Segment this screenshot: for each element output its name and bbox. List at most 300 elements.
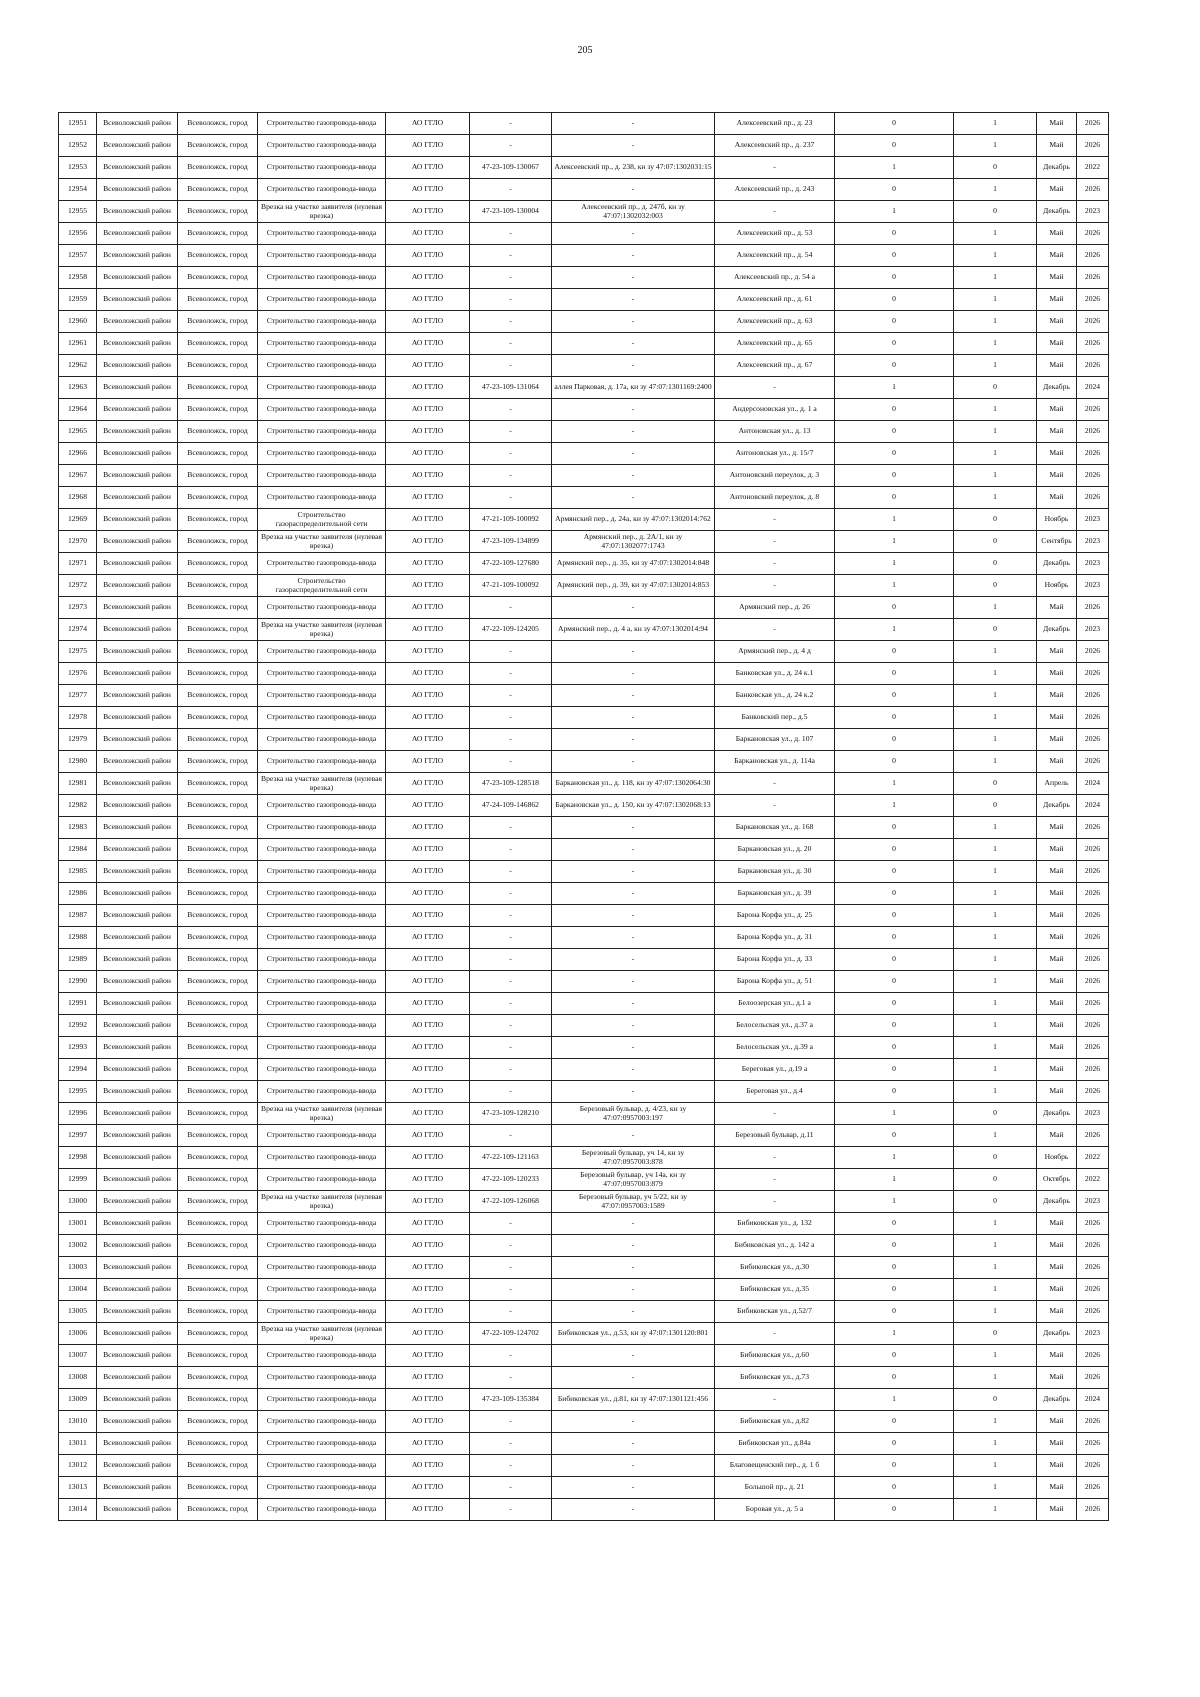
year-cell: 2024	[1077, 377, 1109, 399]
row-number: 12954	[59, 179, 97, 201]
month-cell: Май	[1037, 839, 1077, 861]
year-cell: 2023	[1077, 201, 1109, 223]
month-cell: Май	[1037, 751, 1077, 773]
year-cell: 2026	[1077, 993, 1109, 1015]
flag-b-cell: 1	[954, 289, 1037, 311]
cadastral-address-cell: Березовый бульвар, д. 4/23, кн зу 47:07:0957003:197	[552, 1103, 715, 1125]
table-row	[59, 1213, 1109, 1235]
district-cell: Всеволожский район	[97, 1015, 178, 1037]
flag-b-cell: 0	[954, 795, 1037, 817]
flag-a-cell: 0	[835, 597, 954, 619]
table-row	[59, 1433, 1109, 1455]
district-cell: Всеволожский район	[97, 465, 178, 487]
application-number-cell: -	[470, 663, 552, 685]
settlement-cell: Всеволожск, город	[178, 355, 258, 377]
table-row	[59, 729, 1109, 751]
row-number: 12963	[59, 377, 97, 399]
district-cell: Всеволожский район	[97, 553, 178, 575]
cadastral-address-cell: -	[552, 707, 715, 729]
flag-a-cell: 0	[835, 729, 954, 751]
address-cell: Благовещенский пер., д. 1 б	[715, 1455, 835, 1477]
year-cell: 2026	[1077, 817, 1109, 839]
organization-cell: АО ГГЛО	[386, 1125, 470, 1147]
row-number: 12964	[59, 399, 97, 421]
settlement-cell: Всеволожск, город	[178, 245, 258, 267]
row-number: 13000	[59, 1191, 97, 1213]
cadastral-address-cell: -	[552, 883, 715, 905]
address-cell: -	[715, 619, 835, 641]
flag-b-cell: 1	[954, 223, 1037, 245]
settlement-cell: Всеволожск, город	[178, 399, 258, 421]
month-cell: Май	[1037, 245, 1077, 267]
work-type-cell: Строительство газопровода-ввода	[258, 245, 386, 267]
organization-cell: АО ГГЛО	[386, 355, 470, 377]
cadastral-address-cell: Березовый бульвар, уч 14, кн зу 47:07:0957003:878	[552, 1147, 715, 1169]
address-cell: -	[715, 1169, 835, 1191]
year-cell: 2026	[1077, 355, 1109, 377]
address-cell: Антоновский переулок, д. 3	[715, 465, 835, 487]
row-number: 12990	[59, 971, 97, 993]
work-type-cell: Врезка на участке заявителя (нулевая врезка)	[258, 1191, 386, 1213]
settlement-cell: Всеволожск, город	[178, 575, 258, 597]
application-number-cell: -	[470, 465, 552, 487]
year-cell: 2026	[1077, 245, 1109, 267]
settlement-cell: Всеволожск, город	[178, 839, 258, 861]
row-number: 12974	[59, 619, 97, 641]
address-cell: Алексеевский пр., д. 65	[715, 333, 835, 355]
organization-cell: АО ГГЛО	[386, 1477, 470, 1499]
settlement-cell: Всеволожск, город	[178, 641, 258, 663]
organization-cell: АО ГГЛО	[386, 641, 470, 663]
organization-cell: АО ГГЛО	[386, 113, 470, 135]
month-cell: Май	[1037, 641, 1077, 663]
settlement-cell: Всеволожск, город	[178, 1169, 258, 1191]
flag-a-cell: 0	[835, 333, 954, 355]
table-row	[59, 443, 1109, 465]
flag-a-cell: 0	[835, 223, 954, 245]
district-cell: Всеволожский район	[97, 179, 178, 201]
settlement-cell: Всеволожск, город	[178, 663, 258, 685]
application-number-cell: -	[470, 267, 552, 289]
address-cell: Алексеевский пр., д. 63	[715, 311, 835, 333]
table-row	[59, 399, 1109, 421]
flag-b-cell: 1	[954, 421, 1037, 443]
address-cell: Береговая ул., д.19 а	[715, 1059, 835, 1081]
settlement-cell: Всеволожск, город	[178, 971, 258, 993]
address-cell: Бибиковская ул., д. 132	[715, 1213, 835, 1235]
cadastral-address-cell: -	[552, 1301, 715, 1323]
district-cell: Всеволожский район	[97, 1477, 178, 1499]
work-type-cell: Строительство газопровода-ввода	[258, 311, 386, 333]
district-cell: Всеволожский район	[97, 927, 178, 949]
address-cell: -	[715, 201, 835, 223]
table-row	[59, 245, 1109, 267]
application-number-cell: -	[470, 861, 552, 883]
settlement-cell: Всеволожск, город	[178, 421, 258, 443]
month-cell: Май	[1037, 1411, 1077, 1433]
application-number-cell: -	[470, 1477, 552, 1499]
year-cell: 2026	[1077, 135, 1109, 157]
row-number: 12960	[59, 311, 97, 333]
flag-a-cell: 0	[835, 311, 954, 333]
flag-a-cell: 0	[835, 421, 954, 443]
address-cell: Белоозерская ул., д.1 а	[715, 993, 835, 1015]
month-cell: Декабрь	[1037, 157, 1077, 179]
flag-b-cell: 1	[954, 597, 1037, 619]
district-cell: Всеволожский район	[97, 1433, 178, 1455]
work-type-cell: Строительство газопровода-ввода	[258, 1169, 386, 1191]
cadastral-address-cell: Армянский пер., д. 39, кн зу 47:07:1302014:853	[552, 575, 715, 597]
year-cell: 2026	[1077, 1499, 1109, 1521]
cadastral-address-cell: -	[552, 245, 715, 267]
flag-b-cell: 1	[954, 113, 1037, 135]
table-row	[59, 1191, 1109, 1213]
month-cell: Май	[1037, 1125, 1077, 1147]
settlement-cell: Всеволожск, город	[178, 1213, 258, 1235]
cadastral-address-cell: -	[552, 861, 715, 883]
cadastral-address-cell: -	[552, 421, 715, 443]
month-cell: Май	[1037, 1301, 1077, 1323]
flag-b-cell: 1	[954, 1455, 1037, 1477]
organization-cell: АО ГГЛО	[386, 267, 470, 289]
flag-a-cell: 1	[835, 553, 954, 575]
month-cell: Май	[1037, 1345, 1077, 1367]
page-number: 205	[577, 45, 593, 56]
application-number-cell: -	[470, 1213, 552, 1235]
settlement-cell: Всеволожск, город	[178, 729, 258, 751]
year-cell: 2024	[1077, 773, 1109, 795]
work-type-cell: Строительство газопровода-ввода	[258, 553, 386, 575]
work-type-cell: Строительство газопровода-ввода	[258, 1389, 386, 1411]
application-number-cell: -	[470, 707, 552, 729]
settlement-cell: Всеволожск, город	[178, 707, 258, 729]
district-cell: Всеволожский район	[97, 1103, 178, 1125]
row-number: 12980	[59, 751, 97, 773]
organization-cell: АО ГГЛО	[386, 993, 470, 1015]
month-cell: Май	[1037, 883, 1077, 905]
district-cell: Всеволожский район	[97, 1081, 178, 1103]
flag-b-cell: 0	[954, 1389, 1037, 1411]
work-type-cell: Строительство газопровода-ввода	[258, 1081, 386, 1103]
flag-a-cell: 0	[835, 663, 954, 685]
row-number: 13008	[59, 1367, 97, 1389]
month-cell: Ноябрь	[1037, 509, 1077, 531]
row-number: 12972	[59, 575, 97, 597]
application-number-cell: -	[470, 971, 552, 993]
organization-cell: АО ГГЛО	[386, 1257, 470, 1279]
cadastral-address-cell: -	[552, 355, 715, 377]
organization-cell: АО ГГЛО	[386, 1147, 470, 1169]
address-cell: -	[715, 1147, 835, 1169]
organization-cell: АО ГГЛО	[386, 1389, 470, 1411]
application-number-cell: 47-23-109-128210	[470, 1103, 552, 1125]
district-cell: Всеволожский район	[97, 905, 178, 927]
cadastral-address-cell: -	[552, 1037, 715, 1059]
application-number-cell: -	[470, 135, 552, 157]
district-cell: Всеволожский район	[97, 1059, 178, 1081]
table-row	[59, 1125, 1109, 1147]
flag-b-cell: 1	[954, 1015, 1037, 1037]
year-cell: 2023	[1077, 1103, 1109, 1125]
address-cell: Андерсоновская ул., д. 1 а	[715, 399, 835, 421]
month-cell: Май	[1037, 1213, 1077, 1235]
district-cell: Всеволожский район	[97, 1345, 178, 1367]
cadastral-address-cell: -	[552, 465, 715, 487]
address-cell: -	[715, 377, 835, 399]
cadastral-address-cell: -	[552, 135, 715, 157]
district-cell: Всеволожский район	[97, 795, 178, 817]
settlement-cell: Всеволожск, город	[178, 201, 258, 223]
row-number: 12993	[59, 1037, 97, 1059]
work-type-cell: Строительство газопровода-ввода	[258, 399, 386, 421]
settlement-cell: Всеволожск, город	[178, 1389, 258, 1411]
table-row	[59, 1477, 1109, 1499]
cadastral-address-cell: -	[552, 839, 715, 861]
cadastral-address-cell: -	[552, 1455, 715, 1477]
flag-a-cell: 0	[835, 971, 954, 993]
row-number: 13006	[59, 1323, 97, 1345]
table-row	[59, 113, 1109, 135]
month-cell: Май	[1037, 905, 1077, 927]
flag-a-cell: 1	[835, 795, 954, 817]
cadastral-address-cell: -	[552, 113, 715, 135]
settlement-cell: Всеволожск, город	[178, 619, 258, 641]
address-cell: Березовый бульвар, д.11	[715, 1125, 835, 1147]
application-number-cell: 47-21-109-100092	[470, 509, 552, 531]
cadastral-address-cell: -	[552, 1279, 715, 1301]
year-cell: 2026	[1077, 1477, 1109, 1499]
cadastral-address-cell: -	[552, 905, 715, 927]
year-cell: 2026	[1077, 971, 1109, 993]
flag-b-cell: 1	[954, 751, 1037, 773]
organization-cell: АО ГГЛО	[386, 531, 470, 553]
table-row	[59, 971, 1109, 993]
settlement-cell: Всеволожск, город	[178, 1345, 258, 1367]
month-cell: Май	[1037, 355, 1077, 377]
flag-a-cell: 1	[835, 1323, 954, 1345]
flag-b-cell: 0	[954, 509, 1037, 531]
work-type-cell: Строительство газопровода-ввода	[258, 905, 386, 927]
row-number: 13013	[59, 1477, 97, 1499]
flag-a-cell: 1	[835, 509, 954, 531]
cadastral-address-cell: -	[552, 1477, 715, 1499]
application-number-cell: -	[470, 1411, 552, 1433]
flag-b-cell: 1	[954, 971, 1037, 993]
settlement-cell: Всеволожск, город	[178, 289, 258, 311]
year-cell: 2026	[1077, 267, 1109, 289]
work-type-cell: Строительство газопровода-ввода	[258, 1037, 386, 1059]
flag-a-cell: 0	[835, 1037, 954, 1059]
flag-b-cell: 1	[954, 443, 1037, 465]
year-cell: 2026	[1077, 707, 1109, 729]
table-row	[59, 597, 1109, 619]
application-number-cell: -	[470, 399, 552, 421]
work-type-cell: Строительство газопровода-ввода	[258, 685, 386, 707]
settlement-cell: Всеволожск, город	[178, 1059, 258, 1081]
application-number-cell: -	[470, 289, 552, 311]
settlement-cell: Всеволожск, город	[178, 883, 258, 905]
flag-a-cell: 0	[835, 179, 954, 201]
flag-b-cell: 1	[954, 1279, 1037, 1301]
month-cell: Май	[1037, 1257, 1077, 1279]
month-cell: Май	[1037, 267, 1077, 289]
month-cell: Май	[1037, 971, 1077, 993]
year-cell: 2026	[1077, 1411, 1109, 1433]
district-cell: Всеволожский район	[97, 113, 178, 135]
work-type-cell: Строительство газопровода-ввода	[258, 641, 386, 663]
organization-cell: АО ГГЛО	[386, 1191, 470, 1213]
settlement-cell: Всеволожск, город	[178, 531, 258, 553]
table-row	[59, 487, 1109, 509]
application-number-cell: -	[470, 685, 552, 707]
flag-a-cell: 0	[835, 949, 954, 971]
row-number: 12997	[59, 1125, 97, 1147]
row-number: 12996	[59, 1103, 97, 1125]
row-number: 12953	[59, 157, 97, 179]
table-row	[59, 641, 1109, 663]
flag-a-cell: 0	[835, 113, 954, 135]
flag-b-cell: 1	[954, 993, 1037, 1015]
address-cell: Бибиковская ул., д.73	[715, 1367, 835, 1389]
flag-a-cell: 0	[835, 245, 954, 267]
month-cell: Декабрь	[1037, 1103, 1077, 1125]
year-cell: 2026	[1077, 751, 1109, 773]
settlement-cell: Всеволожск, город	[178, 1367, 258, 1389]
address-cell: Алексеевский пр., д. 54	[715, 245, 835, 267]
row-number: 12969	[59, 509, 97, 531]
settlement-cell: Всеволожск, город	[178, 905, 258, 927]
address-cell: Барона Корфа ул., д. 25	[715, 905, 835, 927]
work-type-cell: Врезка на участке заявителя (нулевая врезка)	[258, 201, 386, 223]
table-row	[59, 157, 1109, 179]
organization-cell: АО ГГЛО	[386, 135, 470, 157]
settlement-cell: Всеволожск, город	[178, 1323, 258, 1345]
row-number: 12988	[59, 927, 97, 949]
row-number: 13004	[59, 1279, 97, 1301]
table-row	[59, 1345, 1109, 1367]
table-row	[59, 1081, 1109, 1103]
cadastral-address-cell: -	[552, 333, 715, 355]
organization-cell: АО ГГЛО	[386, 223, 470, 245]
settlement-cell: Всеволожск, город	[178, 333, 258, 355]
district-cell: Всеволожский район	[97, 223, 178, 245]
flag-b-cell: 1	[954, 949, 1037, 971]
year-cell: 2022	[1077, 1147, 1109, 1169]
year-cell: 2026	[1077, 179, 1109, 201]
cadastral-address-cell: Баркановская ул., д. 118, кн зу 47:07:1302064:30	[552, 773, 715, 795]
month-cell: Сентябрь	[1037, 531, 1077, 553]
year-cell: 2026	[1077, 1235, 1109, 1257]
flag-b-cell: 1	[954, 465, 1037, 487]
table-row	[59, 817, 1109, 839]
table-row	[59, 927, 1109, 949]
work-type-cell: Строительство газораспределительной сети	[258, 509, 386, 531]
organization-cell: АО ГГЛО	[386, 509, 470, 531]
organization-cell: АО ГГЛО	[386, 619, 470, 641]
year-cell: 2026	[1077, 685, 1109, 707]
year-cell: 2026	[1077, 311, 1109, 333]
flag-b-cell: 1	[954, 927, 1037, 949]
organization-cell: АО ГГЛО	[386, 179, 470, 201]
row-number: 12965	[59, 421, 97, 443]
work-type-cell: Строительство газопровода-ввода	[258, 355, 386, 377]
flag-b-cell: 0	[954, 201, 1037, 223]
year-cell: 2026	[1077, 1213, 1109, 1235]
flag-b-cell: 1	[954, 861, 1037, 883]
flag-b-cell: 1	[954, 267, 1037, 289]
flag-a-cell: 1	[835, 1191, 954, 1213]
address-cell: -	[715, 509, 835, 531]
application-number-cell: -	[470, 1015, 552, 1037]
cadastral-address-cell: -	[552, 1213, 715, 1235]
address-cell: Баркановская ул., д. 107	[715, 729, 835, 751]
year-cell: 2026	[1077, 399, 1109, 421]
organization-cell: АО ГГЛО	[386, 1345, 470, 1367]
address-cell: -	[715, 531, 835, 553]
application-number-cell: -	[470, 1433, 552, 1455]
table-row	[59, 1059, 1109, 1081]
cadastral-address-cell: -	[552, 1411, 715, 1433]
flag-b-cell: 1	[954, 905, 1037, 927]
organization-cell: АО ГГЛО	[386, 201, 470, 223]
address-cell: Баркановская ул., д. 39	[715, 883, 835, 905]
cadastral-address-cell: Алексеевский пр., д. 238, кн зу 47:07:1302031:15	[552, 157, 715, 179]
work-type-cell: Строительство газопровода-ввода	[258, 1015, 386, 1037]
flag-b-cell: 1	[954, 333, 1037, 355]
row-number: 12951	[59, 113, 97, 135]
application-number-cell: -	[470, 311, 552, 333]
month-cell: Май	[1037, 663, 1077, 685]
table-row	[59, 883, 1109, 905]
application-number-cell: -	[470, 597, 552, 619]
settlement-cell: Всеволожск, город	[178, 267, 258, 289]
year-cell: 2023	[1077, 553, 1109, 575]
year-cell: 2026	[1077, 289, 1109, 311]
year-cell: 2026	[1077, 1433, 1109, 1455]
address-cell: Барона Корфа ул., д. 33	[715, 949, 835, 971]
address-cell: Бибиковская ул., д.35	[715, 1279, 835, 1301]
address-cell: Алексеевский пр., д. 243	[715, 179, 835, 201]
work-type-cell: Строительство газопровода-ввода	[258, 267, 386, 289]
row-number: 12968	[59, 487, 97, 509]
flag-a-cell: 1	[835, 773, 954, 795]
flag-b-cell: 0	[954, 553, 1037, 575]
month-cell: Декабрь	[1037, 377, 1077, 399]
table-row	[59, 465, 1109, 487]
flag-a-cell: 0	[835, 1279, 954, 1301]
district-cell: Всеволожский район	[97, 1367, 178, 1389]
flag-b-cell: 1	[954, 135, 1037, 157]
flag-b-cell: 0	[954, 377, 1037, 399]
application-number-cell: -	[470, 1037, 552, 1059]
flag-a-cell: 0	[835, 443, 954, 465]
application-number-cell: -	[470, 1235, 552, 1257]
cadastral-address-cell: -	[552, 487, 715, 509]
month-cell: Ноябрь	[1037, 1147, 1077, 1169]
row-number: 12967	[59, 465, 97, 487]
table-row	[59, 1169, 1109, 1191]
work-type-cell: Строительство газопровода-ввода	[258, 1279, 386, 1301]
address-cell: Армянский пер., д. 26	[715, 597, 835, 619]
work-type-cell: Строительство газопровода-ввода	[258, 333, 386, 355]
cadastral-address-cell: -	[552, 399, 715, 421]
table-row	[59, 1103, 1109, 1125]
settlement-cell: Всеволожск, город	[178, 685, 258, 707]
row-number: 12975	[59, 641, 97, 663]
address-cell: Бибиковская ул., д.82	[715, 1411, 835, 1433]
table-row	[59, 1257, 1109, 1279]
flag-a-cell: 1	[835, 619, 954, 641]
